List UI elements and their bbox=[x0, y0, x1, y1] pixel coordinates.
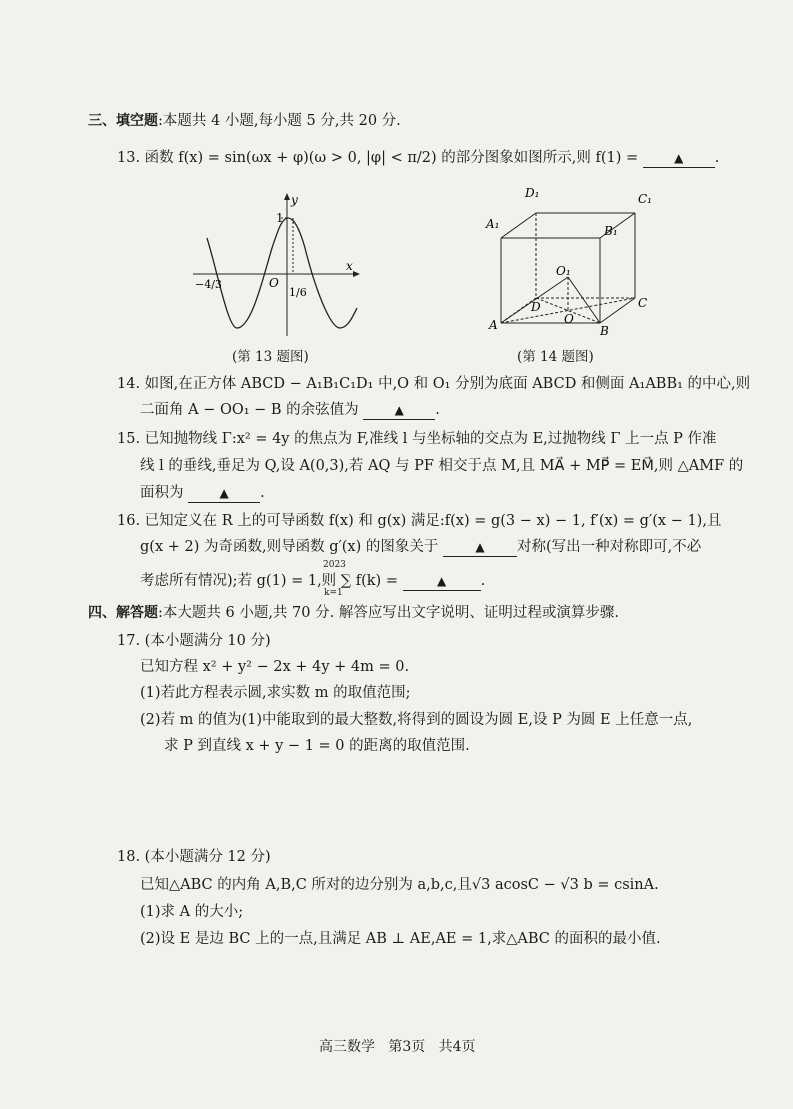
q14-answer-blank[interactable]: ▲ bbox=[363, 401, 435, 420]
q17-line1: 已知方程 x² + y² − 2x + 4y + 4m = 0. bbox=[140, 659, 410, 675]
svg-text:B₁: B₁ bbox=[604, 224, 618, 238]
figure-14-cube bbox=[484, 183, 659, 338]
svg-text:O₁: O₁ bbox=[556, 264, 571, 278]
x-label: x bbox=[346, 259, 353, 273]
q14-line1: 14. 如图,在正方体 ABCD − A₁B₁C₁D₁ 中,O 和 O₁ 分别为底面 ABCD 和侧面 A₁ABB₁ 的中心,则 bbox=[117, 376, 751, 392]
q13-text: 13. 函数 f(x) = sin(ωx + φ)(ω > 0, |φ| < π/2) 的部分图象如图所示,则 f(1) = bbox=[117, 150, 639, 166]
q18-line1: 已知△ABC 的内角 A,B,C 所对的边分别为 a,b,c,且√3 acosC − √3 b = csinA. bbox=[140, 877, 659, 893]
question-13: 13. 函数 f(x) = sin(ωx + φ)(ω > 0, |φ| < π/2) 的部分图象如图所示,则 f(1) = ▲ . bbox=[117, 150, 720, 166]
figure-14-caption: (第 14 题图) bbox=[517, 349, 594, 365]
q16-answer-blank-1[interactable]: ▲ bbox=[443, 538, 517, 557]
section4-title: 四、解答题 bbox=[88, 605, 158, 621]
q17-line3: (2)若 m 的值为(1)中能取到的最大整数,将得到的圆设为圆 E,设 P 为圆 E 上任意一点, bbox=[140, 712, 693, 728]
footer-page: 第3页 bbox=[388, 1039, 426, 1055]
y-axis-arrow-icon bbox=[284, 193, 290, 200]
sum-lower-limit: k=1 bbox=[324, 588, 343, 598]
q15-line2: 线 l 的垂线,垂足为 Q,设 A(0,3),若 AQ 与 PF 相交于点 M,且 MA⃗ + MP⃗ = EM⃗,则 △AMF 的 bbox=[140, 458, 744, 474]
pos-label: 1/6 bbox=[289, 286, 307, 299]
q17-line4: 求 P 到直线 x + y − 1 = 0 的距离的取值范围. bbox=[164, 738, 470, 754]
section3-title: 三、填空题 bbox=[88, 113, 158, 129]
svg-text:O: O bbox=[564, 312, 574, 326]
svg-text:D: D bbox=[531, 300, 541, 314]
svg-text:A₁: A₁ bbox=[486, 217, 500, 231]
sum-upper-limit: 2023 bbox=[323, 560, 346, 570]
section4-desc: :本大题共 6 小题,共 70 分. 解答应写出文字说明、证明过程或演算步骤. bbox=[158, 605, 619, 621]
q16-answer-blank-2[interactable]: ▲ bbox=[403, 572, 481, 591]
footer-subject: 高三数学 bbox=[319, 1039, 375, 1055]
q18-head: 18. (本小题满分 12 分) bbox=[117, 849, 271, 865]
neg-label: −4/3 bbox=[195, 278, 222, 291]
q16-line1: 16. 已知定义在 R 上的可导函数 f(x) 和 g(x) 满足:f(x) = g(3 − x) − 1, f′(x) = g′(x − 1),且 bbox=[117, 513, 722, 529]
page-footer bbox=[319, 1036, 476, 1056]
origin-label: O bbox=[269, 276, 279, 290]
figure-13-caption: (第 13 题图) bbox=[232, 349, 309, 365]
q17-head: 17. (本小题满分 10 分) bbox=[117, 633, 271, 649]
figure-13-sine-graph bbox=[190, 188, 365, 338]
section3-heading bbox=[88, 112, 401, 130]
q13-answer-blank[interactable]: ▲ bbox=[643, 149, 715, 168]
q17-line2: (1)若此方程表示圆,求实数 m 的取值范围; bbox=[140, 685, 411, 701]
svg-text:A: A bbox=[489, 318, 498, 332]
one-label: 1 bbox=[276, 211, 284, 225]
svg-text:C₁: C₁ bbox=[638, 192, 652, 206]
footer-total: 共4页 bbox=[438, 1039, 476, 1055]
q15-line1: 15. 已知抛物线 Γ:x² = 4y 的焦点为 F,准线 l 与坐标轴的交点为 E,过抛物线 Γ 上一点 P 作准 bbox=[117, 431, 717, 447]
q18-line2: (1)求 A 的大小; bbox=[140, 904, 244, 920]
x-axis-arrow-icon bbox=[353, 271, 360, 277]
section4-heading bbox=[88, 604, 619, 622]
q15-answer-blank[interactable]: ▲ bbox=[188, 484, 260, 503]
sine-curve bbox=[207, 218, 357, 328]
svg-text:B: B bbox=[600, 324, 609, 338]
question-14-line2: 二面角 A − OO₁ − B 的余弦值为 ▲ . bbox=[140, 402, 440, 418]
y-label: y bbox=[291, 193, 298, 207]
question-16-line3: 考虑所有情况);若 g(1) = 1,则 ∑ f(k) = ▲ . bbox=[140, 573, 486, 589]
question-16-line2: g(x + 2) 为奇函数,则导函数 g′(x) 的图象关于 ▲ 对称(写出一种对称即可,不必 bbox=[140, 539, 702, 555]
section3-desc: :本题共 4 小题,每小题 5 分,共 20 分. bbox=[158, 113, 401, 129]
svg-text:C: C bbox=[638, 296, 648, 310]
question-15-line3: 面积为 ▲ . bbox=[140, 485, 265, 501]
svg-text:D₁: D₁ bbox=[525, 186, 540, 200]
q18-line3: (2)设 E 是边 BC 上的一点,且满足 AB ⊥ AE,AE = 1,求△ABC 的面积的最小值. bbox=[140, 931, 661, 947]
